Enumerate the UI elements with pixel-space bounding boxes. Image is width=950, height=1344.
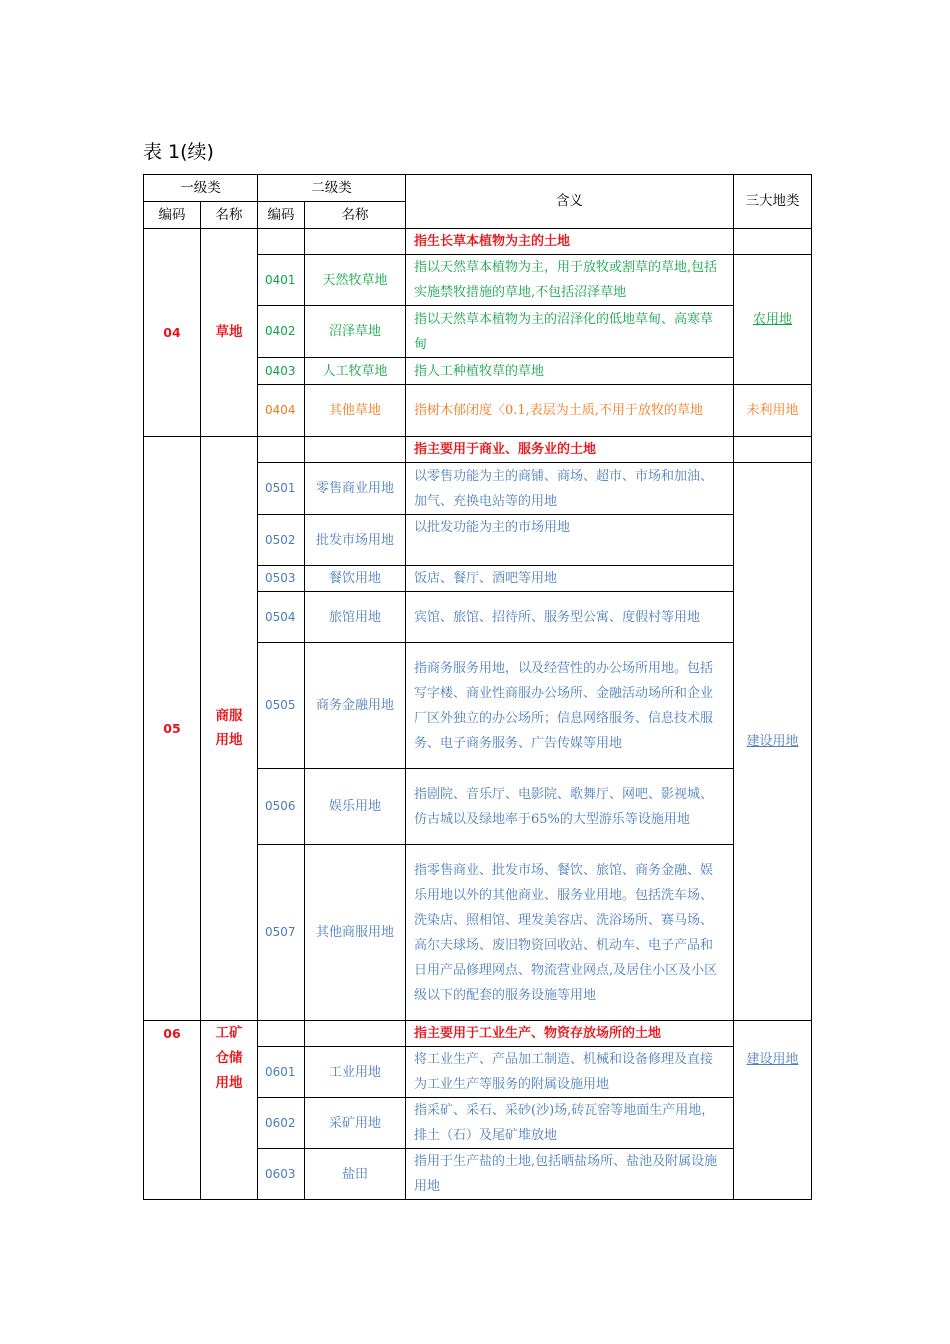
level2-name: 天然牧草地 <box>305 255 406 306</box>
header-name: 名称 <box>305 202 406 229</box>
level2-code: 0506 <box>258 769 305 845</box>
level2-name: 批发市场用地 <box>305 515 406 566</box>
level2-definition: 指剧院、音乐厅、电影院、歌舞厅、网吧、影视城、仿古城以及绿地率于65%的大型游乐等设施用地 <box>406 769 734 845</box>
level1-code: 04 <box>144 229 201 437</box>
level1-name: 草地 <box>201 229 258 437</box>
level1-code: 06 <box>144 1021 201 1200</box>
level2-code: 0501 <box>258 463 305 515</box>
level2-code: 0402 <box>258 306 305 358</box>
level2-definition: 指以天然草本植物为主，用于放牧或割草的草地,包括实施禁牧措施的草地,不包括沼泽草地 <box>406 255 734 306</box>
level2-definition: 指人工种植牧草的草地 <box>406 358 734 385</box>
level2-definition: 以批发功能为主的市场用地 <box>406 515 734 566</box>
category-unused-land: 未利用地 <box>734 385 812 437</box>
category-link-construction[interactable]: 建设用地 <box>734 1021 812 1200</box>
level2-definition: 指以天然草本植物为主的沼泽化的低地草甸、高寒草甸 <box>406 306 734 358</box>
level1-name-text: 商服用地 <box>215 708 243 748</box>
level2-definition: 宾馆、旅馆、招待所、服务型公寓、度假村等用地 <box>406 592 734 643</box>
level2-code: 0507 <box>258 845 305 1021</box>
level2-code: 0603 <box>258 1149 305 1200</box>
level2-name: 采矿用地 <box>305 1098 406 1149</box>
level2-definition: 指采矿、采石、采砂(沙)场,砖瓦窑等地面生产用地，排土（石）及尾矿堆放地 <box>406 1098 734 1149</box>
level2-name: 旅馆用地 <box>305 592 406 643</box>
level2-name: 盐田 <box>305 1149 406 1200</box>
level2-definition: 指用于生产盐的土地,包括晒盐场所、盐池及附属设施用地 <box>406 1149 734 1200</box>
header-level2: 二级类 <box>258 175 406 202</box>
level2-definition: 指商务服务用地，以及经营性的办公场所用地。包括写字楼、商业性商服办公场所、金融活动场所和企业厂区外独立的办公场所；信息网络服务、信息技术服务、电子商务服务、广告传媒等用地 <box>406 643 734 769</box>
level2-code: 0404 <box>258 385 305 437</box>
level1-code: 05 <box>144 437 201 1021</box>
level2-name: 零售商业用地 <box>305 463 406 515</box>
header-name: 名称 <box>201 202 258 229</box>
header-level1: 一级类 <box>144 175 258 202</box>
group-definition: 指主要用于工业生产、物资存放场所的土地 <box>406 1021 734 1047</box>
level1-name-text: 工矿仓储用地 <box>215 1025 243 1091</box>
land-classification-table <box>143 174 812 1200</box>
level2-code: 0505 <box>258 643 305 769</box>
level1-name <box>201 437 258 1021</box>
group-definition: 指主要用于商业、服务业的土地 <box>406 437 734 463</box>
level2-code: 0504 <box>258 592 305 643</box>
group-definition: 指生长草本植物为主的土地 <box>406 229 734 255</box>
level2-name: 商务金融用地 <box>305 643 406 769</box>
level2-code: 0503 <box>258 566 305 592</box>
level2-definition: 饭店、餐厅、酒吧等用地 <box>406 566 734 592</box>
level2-definition: 指树木郁闭度〈0.1,表层为土质,不用于放牧的草地 <box>406 385 734 437</box>
header-code: 编码 <box>144 202 201 229</box>
table-caption: 表 1(续) <box>143 141 214 163</box>
level2-definition: 指零售商业、批发市场、餐饮、旅馆、商务金融、娱乐用地以外的其他商业、服务业用地。包括洗车场、洗染店、照相馆、理发美容店、洗浴场所、赛马场、高尔夫球场、废旧物资回收站、机动车、电子产品和日用产品修理网点、物流营业网点,及居住小区及小区级以下的配套的服务设施等用地 <box>406 845 734 1021</box>
header-three-categories: 三大地类 <box>734 175 812 229</box>
level2-code: 0401 <box>258 255 305 306</box>
level2-name: 娱乐用地 <box>305 769 406 845</box>
level2-name: 其他商服用地 <box>305 845 406 1021</box>
level2-name: 人工牧草地 <box>305 358 406 385</box>
level2-name: 其他草地 <box>305 385 406 437</box>
level2-code: 0601 <box>258 1047 305 1098</box>
category-link-agricultural[interactable]: 农用地 <box>734 255 812 385</box>
level2-code: 0602 <box>258 1098 305 1149</box>
level2-code: 0403 <box>258 358 305 385</box>
header-meaning: 含义 <box>406 175 734 229</box>
level2-name: 沼泽草地 <box>305 306 406 358</box>
header-code: 编码 <box>258 202 305 229</box>
level2-name: 餐饮用地 <box>305 566 406 592</box>
level2-code: 0502 <box>258 515 305 566</box>
level2-name: 工业用地 <box>305 1047 406 1098</box>
level2-definition: 以零售功能为主的商铺、商场、超市、市场和加油、加气、充换电站等的用地 <box>406 463 734 515</box>
level2-definition: 将工业生产、产品加工制造、机械和设备修理及直接为工业生产等服务的附属设施用地 <box>406 1047 734 1098</box>
category-link-construction[interactable]: 建设用地 <box>734 463 812 1021</box>
level1-name <box>201 1021 258 1200</box>
